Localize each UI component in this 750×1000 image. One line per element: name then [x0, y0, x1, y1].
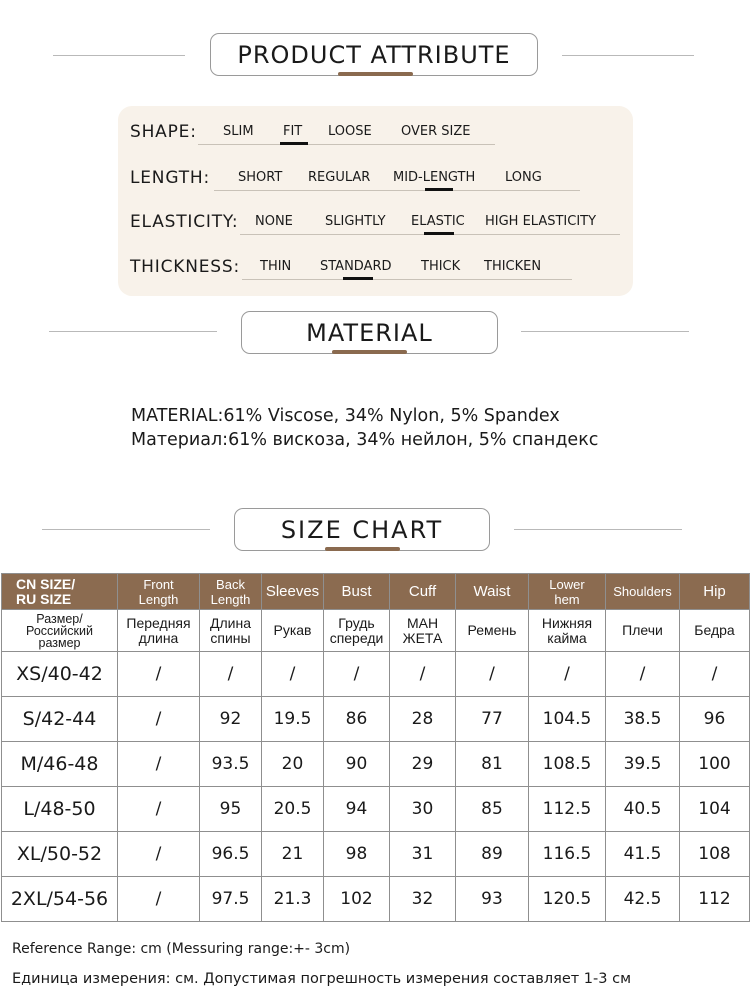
table-cell: /: [390, 652, 456, 697]
material-title: [241, 311, 498, 354]
table-row: [2, 697, 750, 742]
cell-text: Плечи: [622, 622, 663, 638]
attr-option: THICKEN: [484, 259, 542, 274]
table-header-cell: [118, 574, 200, 610]
table-header-cell: [680, 610, 750, 652]
table-cell: 86: [324, 697, 390, 742]
table-cell: 89: [456, 832, 529, 877]
attr-option: STANDARD: [320, 259, 392, 274]
size-label-cell: XS/40-42: [2, 652, 118, 697]
table-cell: 97.5: [200, 877, 262, 922]
table-cell: 100: [680, 742, 750, 787]
selected-marker-standard: [343, 277, 373, 280]
table-header-cell: [529, 574, 606, 610]
attr-row-thickness: [118, 251, 633, 281]
cell-text: Нижняя кайма: [541, 614, 593, 646]
attr-option: THICK: [421, 259, 461, 274]
table-cell: 21.3: [262, 877, 324, 922]
attr-row-length: [118, 162, 633, 192]
cell-text: CN SIZE/ RU SIZE: [16, 575, 76, 607]
table-cell: /: [118, 877, 200, 922]
table-cell: 112: [680, 877, 750, 922]
title-accent-bar: [325, 547, 400, 551]
cell-text: Передняя длина: [126, 614, 191, 646]
table-cell: /: [200, 652, 262, 697]
size-label-cell: XL/50-52: [2, 832, 118, 877]
table-row: [2, 832, 750, 877]
table-header-cell: [200, 610, 262, 652]
size-label-cell: 2XL/54-56: [2, 877, 118, 922]
size-label-cell: S/42-44: [2, 697, 118, 742]
cell-text: Lower hem: [549, 576, 585, 607]
table-cell: 42.5: [606, 877, 680, 922]
title-accent-bar: [332, 350, 407, 354]
cell-text: Front Length: [138, 576, 179, 607]
table-cell: 116.5: [529, 832, 606, 877]
footnote-ru: Единица измерения: см. Допустимая погрешность измерения составляет 1-3 см: [12, 971, 632, 987]
size-label-cell: M/46-48: [2, 742, 118, 787]
table-cell: 96: [680, 697, 750, 742]
attr-underline: [198, 144, 495, 145]
table-cell: 20: [262, 742, 324, 787]
cell-text: Hip: [703, 583, 726, 600]
attr-option: THIN: [260, 259, 292, 274]
table-cell: 120.5: [529, 877, 606, 922]
table-cell: 21: [262, 832, 324, 877]
table-header-cell: [456, 610, 529, 652]
cell-text: Длина спины: [210, 614, 251, 646]
table-cell: /: [456, 652, 529, 697]
cell-text: Bust: [341, 583, 372, 600]
size-table: [1, 573, 750, 922]
attr-row-shape: [118, 116, 633, 146]
table-row: [2, 787, 750, 832]
table-cell: 20.5: [262, 787, 324, 832]
table-cell: 104: [680, 787, 750, 832]
cell-text: Waist: [473, 583, 511, 600]
table-header-row-en: [2, 574, 750, 610]
attribute-panel: [118, 106, 633, 296]
attr-row-elasticity: [118, 206, 633, 236]
table-cell: 104.5: [529, 697, 606, 742]
table-cell: /: [118, 787, 200, 832]
size-divider-left: [42, 529, 210, 530]
table-cell: /: [324, 652, 390, 697]
table-cell: /: [118, 697, 200, 742]
table-cell: /: [606, 652, 680, 697]
table-cell: 38.5: [606, 697, 680, 742]
table-header-cell: [2, 574, 118, 610]
table-cell: 77: [456, 697, 529, 742]
table-cell: /: [529, 652, 606, 697]
attr-option: MID-LENGTH: [393, 170, 476, 185]
table-row: [2, 652, 750, 697]
table-cell: 98: [324, 832, 390, 877]
material-ru-label: Материал:: [131, 430, 229, 450]
attr-option: SHORT: [238, 170, 283, 185]
attr-label-elasticity: ELASTICITY:: [130, 212, 239, 232]
table-cell: 39.5: [606, 742, 680, 787]
selected-marker-mid-length: [425, 188, 453, 191]
cell-text: Размер/ Российский размер: [26, 611, 93, 650]
cell-text: Ремень: [467, 622, 517, 638]
attr-label-thickness: THICKNESS:: [130, 257, 240, 277]
table-header-cell: [529, 610, 606, 652]
table-header-cell: [262, 610, 324, 652]
table-cell: 112.5: [529, 787, 606, 832]
table-cell: 102: [324, 877, 390, 922]
table-header-cell: [606, 574, 680, 610]
table-header-cell: [118, 610, 200, 652]
table-cell: 95: [200, 787, 262, 832]
cell-text: Cuff: [408, 583, 437, 600]
attr-option: SLIM: [223, 124, 254, 139]
cell-text: Back Length: [210, 576, 251, 607]
table-header-row-ru: [2, 610, 750, 652]
material-en-label: MATERIAL:: [131, 406, 224, 426]
attr-option: REGULAR: [308, 170, 371, 185]
attr-label-length: LENGTH:: [130, 168, 210, 188]
table-header-cell: [606, 610, 680, 652]
size-label-cell: L/48-50: [2, 787, 118, 832]
cell-text: МАН ЖЕТА: [402, 614, 443, 646]
cell-text: Shoulders: [613, 584, 672, 599]
attr-option: HIGH ELASTICITY: [485, 214, 597, 229]
cell-text: Грудь спереди: [329, 614, 384, 646]
table-header-cell: [262, 574, 324, 610]
table-header-cell: [390, 610, 456, 652]
table-row: [2, 742, 750, 787]
material-title-text: MATERIAL: [306, 318, 433, 347]
table-cell: 93.5: [200, 742, 262, 787]
material-ru: [131, 430, 598, 450]
footnote-en: Reference Range: cm (Messuring range:+- 3cm): [12, 941, 351, 957]
attr-option: FIT: [283, 124, 303, 139]
material-divider-right: [521, 331, 689, 332]
table-cell: 93: [456, 877, 529, 922]
table-cell: 19.5: [262, 697, 324, 742]
table-cell: 94: [324, 787, 390, 832]
attr-underline: [242, 279, 572, 280]
material-en: [131, 406, 560, 426]
attr-option: LONG: [505, 170, 542, 185]
table-header-cell: [390, 574, 456, 610]
material-divider-left: [49, 331, 217, 332]
size-chart-title: [234, 508, 490, 551]
selected-marker-fit: [280, 142, 308, 145]
table-cell: 81: [456, 742, 529, 787]
table-cell: /: [118, 742, 200, 787]
table-header-cell: [680, 574, 750, 610]
table-header-cell: [324, 610, 390, 652]
cell-text: Бедра: [694, 622, 735, 638]
table-cell: 92: [200, 697, 262, 742]
product-attribute-title: [210, 33, 538, 76]
attr-option: NONE: [255, 214, 293, 229]
table-header-cell: [200, 574, 262, 610]
table-cell: /: [118, 832, 200, 877]
table-header-cell: [324, 574, 390, 610]
attr-option: OVER SIZE: [401, 124, 471, 139]
table-cell: 28: [390, 697, 456, 742]
table-cell: 31: [390, 832, 456, 877]
material-ru-value: 61% вискоза, 34% нейлон, 5% спандекс: [228, 430, 599, 450]
attr-divider-left: [53, 55, 185, 56]
table-cell: 85: [456, 787, 529, 832]
table-cell: /: [680, 652, 750, 697]
attr-label-shape: SHAPE:: [130, 122, 197, 142]
selected-marker-elastic: [424, 232, 454, 235]
attr-divider-right: [562, 55, 694, 56]
table-cell: 40.5: [606, 787, 680, 832]
table-cell: 108.5: [529, 742, 606, 787]
product-attribute-title-text: PRODUCT ATTRIBUTE: [237, 40, 511, 69]
table-cell: 29: [390, 742, 456, 787]
table-cell: 32: [390, 877, 456, 922]
cell-text: Рукав: [273, 622, 312, 638]
table-cell: 30: [390, 787, 456, 832]
table-cell: 41.5: [606, 832, 680, 877]
attr-option: LOOSE: [328, 124, 372, 139]
attr-option: ELASTIC: [411, 214, 465, 229]
table-header-cell: [456, 574, 529, 610]
title-accent-bar: [338, 72, 413, 76]
table-row: [2, 877, 750, 922]
cell-text: Sleeves: [265, 583, 320, 600]
table-cell: 108: [680, 832, 750, 877]
attr-option: SLIGHTLY: [325, 214, 386, 229]
size-chart-title-text: SIZE CHART: [280, 515, 444, 544]
table-cell: /: [262, 652, 324, 697]
table-cell: 90: [324, 742, 390, 787]
table-cell: /: [118, 652, 200, 697]
material-en-value: 61% Viscose, 34% Nylon, 5% Spandex: [223, 406, 560, 426]
table-header-cell: [2, 610, 118, 652]
table-cell: 96.5: [200, 832, 262, 877]
attr-underline: [214, 190, 580, 191]
size-divider-right: [514, 529, 682, 530]
